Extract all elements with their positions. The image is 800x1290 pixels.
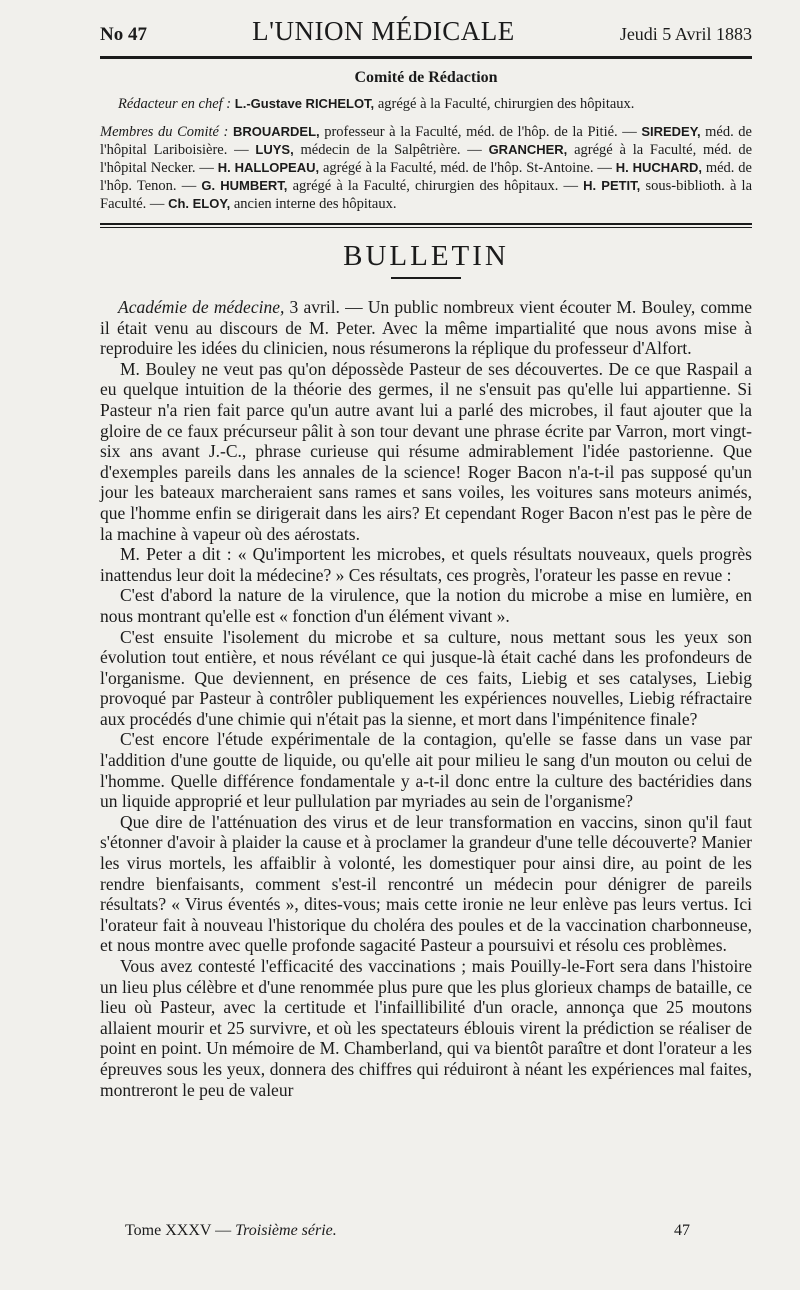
member-description: agrégé à la Faculté, méd. de l'hôpital Necker. — <box>100 142 753 176</box>
editor-line <box>118 95 752 113</box>
page-footer <box>125 1222 690 1240</box>
member-description: professeur à la Faculté, méd. de l'hôp. de la Pitié. — <box>324 124 637 140</box>
paragraph: C'est encore l'étude expérimentale de la contagion, qu'elle se fasse dans un vase par l'addition d'une goutte de liquide, ou qu'elle ait pour milieu le sang d'un mouton ou celui de l'homme. Quelle différence fondamentale y a-t-il donc entre la culture des bactéridies dans un liquide approprié et leur pullulation par myriades au sein de l'organisme? <box>100 729 752 812</box>
paragraph: M. Bouley ne veut pas qu'on dépossède Pasteur de ses découvertes. De ce que Raspail a eu quelque intuition de la théorie des germes, il ne s'ensuit pas qu'elle lui appartienne. Si Pasteur n'a rien fait parce qu'un autre avant lui a parlé des microbes, il faut ajouter que la gloire de ce faux précurseur pâlit à son tour devant une phrase écrite par Varron, mort vingt-six ans avant J.-C., phrase curieuse qui résume admirablement l'idée pastorienne. Que d'exemples pareils dans les annales de la science! Roger Bacon n'a-t-il pas supposé qu'un jour les bateaux marcheraient sans rames et sans voiles, les voitures sans moteurs animés, que l'homme enfin se dirigerait dans les airs? Et cependant Roger Bacon n'est pas le père de la machine à vapeur où des aérostats. <box>100 358 752 544</box>
paragraph: Que dire de l'atténuation des virus et de leur transformation en vaccins, sinon qu'il faut s'étonner d'avoir à plaider la cause et à proclamer la grandeur d'une telle découverte? Manier les virus mortels, les affaiblir à volonté, les domestiquer pour ainsi dire, au point de les rendre bienfaisants, comment s'est-il rencontré un médecin pour dénigrer de pareils résultats? « Virus éventés », dites-vous; mais cette ironie ne leur enlève pas leurs vertus. Ici l'orateur fait à nouveau l'historique du choléra des poules et de la vaccination charbonneuse, et nous montre avec quelle profonde sagacité Pasteur a poursuivi et résolu ces problèmes. <box>100 811 752 956</box>
issue-date: Jeudi 5 Avril 1883 <box>619 24 752 44</box>
volume-info <box>125 1222 337 1240</box>
member-description: ancien interne des hôpitaux. <box>233 196 397 212</box>
masthead <box>100 16 752 50</box>
editor-label: Rédacteur en chef : <box>118 96 232 112</box>
member-description: méd. de l'hôpital Lariboisière. — <box>100 124 752 158</box>
members-label: Membres du Comité : <box>100 124 229 140</box>
committee-heading: Comité de Rédaction <box>354 69 498 86</box>
section-rule <box>100 223 752 225</box>
paragraph: C'est ensuite l'isolement du microbe et sa culture, nous mettant sous les yeux son évolution tout entière, et nous révélant ce qui jusque-là était caché dans les profondeurs de l'organisme. Que deviennent, en présence de ces faits, Liebig et ses catalyses, Liebig provoqué par Pasteur à contrôler publiquement les expériences nouvelles, Liebig réfractaire aux procédés d'une chimie qui n'était pas la sienne, et mort dans l'impénitence finale? <box>100 626 752 729</box>
member-description: médecin de la Salpêtrière. — <box>300 142 482 158</box>
member-name: BROUARDEL, <box>232 124 320 139</box>
member-description: agrégé à la Faculté, méd. de l'hôp. St-Antoine. — <box>322 160 612 176</box>
member-description: sous-biblioth. à la Faculté. — <box>100 178 753 212</box>
masthead-rule <box>100 56 752 59</box>
paragraph: Vous avez contesté l'efficacité des vaccinations ; mais Pouilly-le-Fort sera dans l'histoire un lieu plus célèbre et d'une renommée plus pure que les plus glorieux champs de bataille, ce lieu où Pasteur, avec la certitude et l'infaillibilité d'un oracle, annonça que 25 moutons allaient mourir et 25 survivre, et où les spectateurs éblouis virent la prédiction se réaliser de point en point. Un mémoire de M. Chamberland, qui va bientôt paraître et dont l'orateur a les épreuves sous les yeux, donnera des chiffres qui réduiront à néant les expériences mal faites, montreront le peu de valeur <box>100 956 752 1100</box>
member-name: Ch. ELOY, <box>168 196 231 211</box>
member-name: H. HALLOPEAU, <box>217 160 320 175</box>
bulletin-title: BULLETIN <box>343 240 509 272</box>
issue-number: No 47 <box>100 24 147 45</box>
editor-name: L.-Gustave RICHELOT, <box>234 96 375 111</box>
member-description: méd. de l'hôp. Tenon. — <box>100 160 752 194</box>
paragraph: M. Peter a dit : « Qu'importent les microbes, et quels résultats nouveaux, quels progrès inattendus leur doit la médecine? » Ces résultats, ces progrès, l'orateur les passe en revue : <box>100 544 752 585</box>
member-name: SIREDEY, <box>641 124 701 139</box>
paragraph <box>100 297 752 359</box>
journal-title: L'UNION MÉDICALE <box>252 16 515 46</box>
lead-italic: Académie de médecine, <box>118 297 285 317</box>
tome-label: Tome XXXV — <box>125 1222 232 1239</box>
committee-members <box>100 123 752 213</box>
member-name: G. HUMBERT, <box>201 178 288 193</box>
member-name: H. PETIT, <box>583 178 641 193</box>
paragraph-text: 3 avril. — Un public nombreux vient écouter M. Bouley, comme il était venu au discours de M. Peter. Avec la même impartialité que nous avons mise à reproduire les idées du clinicien, nous résumerons la réplique du professeur d'Alfort. <box>100 297 752 359</box>
member-name: GRANCHER, <box>488 142 568 157</box>
title-ornament <box>391 277 461 279</box>
page-number: 47 <box>674 1222 690 1239</box>
section-rule-thin <box>100 227 752 228</box>
paragraph: C'est d'abord la nature de la virulence, que la notion du microbe a mise en lumière, en nous montrant qu'elle est « fonction d'un élément vivant ». <box>100 585 752 626</box>
member-description: agrégé à la Faculté, chirurgien des hôpitaux. — <box>292 178 578 194</box>
bulletin-body <box>100 297 752 1100</box>
editor-description: agrégé à la Faculté, chirurgien des hôpitaux. <box>377 96 635 112</box>
member-name: H. HUCHARD, <box>615 160 702 175</box>
member-name: LUYS, <box>255 142 294 157</box>
series-label: Troisième série. <box>235 1222 337 1239</box>
